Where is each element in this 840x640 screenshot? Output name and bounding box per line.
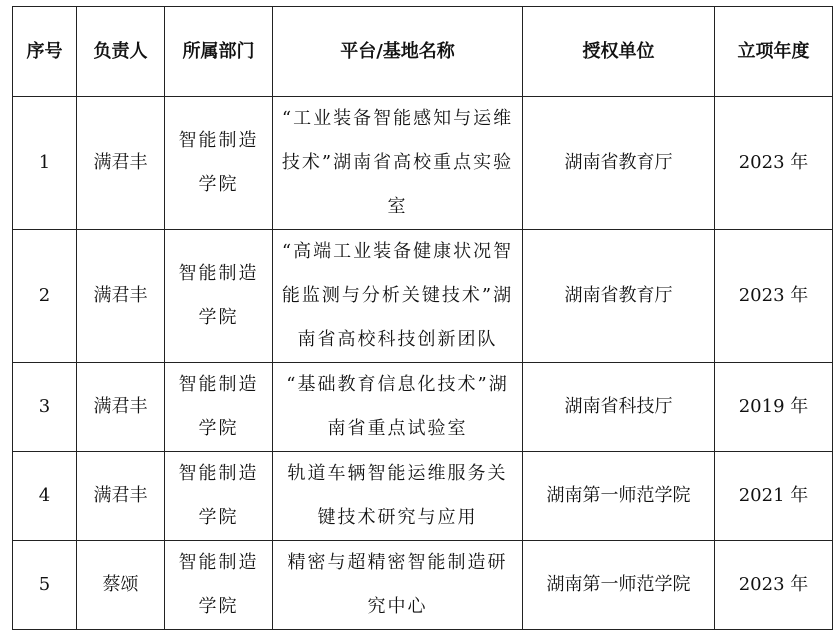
cell-dept [165,541,273,630]
cell-year: 2023 年 [715,541,833,630]
cell-no: 5 [13,541,77,630]
cell-dept-text: 智能制造学院 [178,552,259,617]
cell-dept [165,230,273,363]
cell-leader: 满君丰 [77,97,165,230]
cell-name-text: “高端工业装备健康状况智能监测与分析关键技术”湖南省高校科技创新团队 [281,241,514,350]
cell-name [273,541,523,630]
header-leader: 负责人 [77,7,165,97]
cell-name-text: 精密与超精密智能制造研究中心 [287,552,508,617]
cell-authority: 湖南第一师范学院 [523,452,715,541]
header-year: 立项年度 [715,7,833,97]
cell-name [273,230,523,363]
cell-dept [165,363,273,452]
cell-no: 4 [13,452,77,541]
cell-dept-text: 智能制造学院 [178,374,259,439]
cell-leader: 蔡颂 [77,541,165,630]
table-row [13,363,833,452]
cell-authority: 湖南省教育厅 [523,97,715,230]
cell-name [273,97,523,230]
cell-authority: 湖南第一师范学院 [523,541,715,630]
cell-name-text: 轨道车辆智能运维服务关键技术研究与应用 [287,463,508,528]
header-dept: 所属部门 [165,7,273,97]
table-row [13,452,833,541]
cell-name [273,452,523,541]
cell-dept [165,452,273,541]
cell-no: 3 [13,363,77,452]
cell-dept [165,97,273,230]
cell-year: 2023 年 [715,230,833,363]
cell-leader: 满君丰 [77,363,165,452]
cell-year: 2019 年 [715,363,833,452]
table-row [13,230,833,363]
header-no: 序号 [13,7,77,97]
header-row [13,7,833,97]
cell-year: 2021 年 [715,452,833,541]
cell-authority: 湖南省科技厅 [523,363,715,452]
table-row [13,541,833,630]
table-row [13,97,833,230]
cell-leader: 满君丰 [77,452,165,541]
header-name: 平台/基地名称 [273,7,523,97]
cell-name [273,363,523,452]
cell-name-text: “基础教育信息化技术”湖南省重点试验室 [286,374,509,439]
cell-no: 2 [13,230,77,363]
cell-name-text: “工业装备智能感知与运维技术”湖南省高校重点实验室 [281,108,514,217]
cell-year: 2023 年 [715,97,833,230]
header-authority: 授权单位 [523,7,715,97]
cell-dept-text: 智能制造学院 [178,463,259,528]
cell-dept-text: 智能制造学院 [178,130,259,195]
platform-table [12,6,833,630]
cell-dept-text: 智能制造学院 [178,263,259,328]
cell-leader: 满君丰 [77,230,165,363]
cell-no: 1 [13,97,77,230]
cell-authority: 湖南省教育厅 [523,230,715,363]
